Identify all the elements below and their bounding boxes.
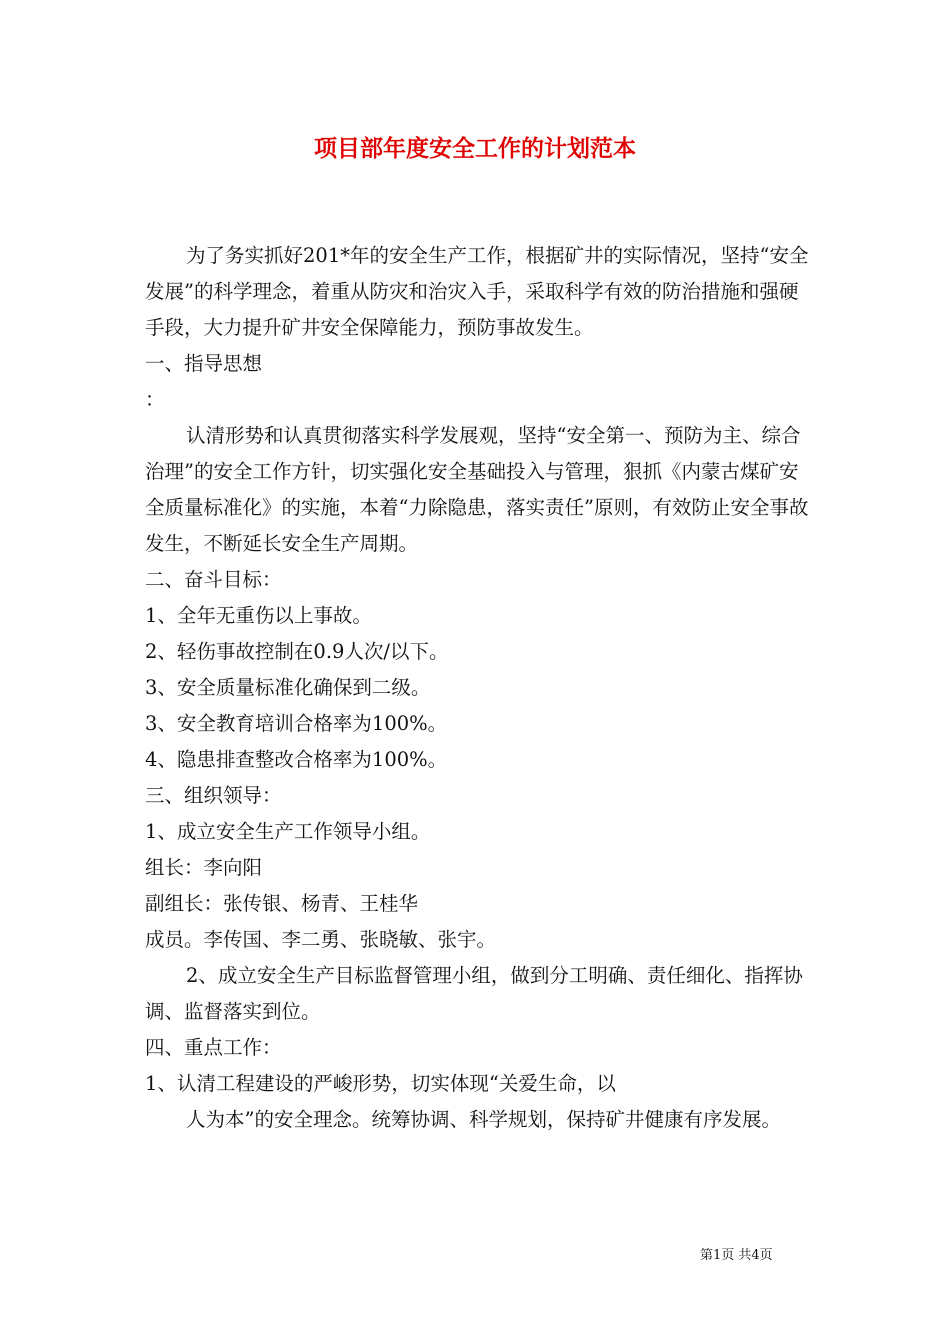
intro-paragraph: 为了务实抓好201*年的安全生产工作，根据矿井的实际情况，坚持“安全发展”的科学理念，着重从防灾和治灾入手，采取科学有效的防治措施和强硬手段，大力提升矿井安全保障能力，预防事故发生。 xyxy=(145,244,809,339)
page-number: 第1页 共4页 xyxy=(700,1248,773,1263)
goal-item-1: 1、全年无重伤以上事故。 xyxy=(145,604,372,627)
org-item-2: 2、成立安全生产目标监督管理小组，做到分工明确、责任细化、指挥协调、监督落实到位。 xyxy=(145,964,803,1023)
section3-heading: 三、组织领导： xyxy=(145,784,282,807)
org-leader: 组长：李向阳 xyxy=(145,856,263,879)
document-title: 项目部年度安全工作的计划范本 xyxy=(314,135,636,162)
goal-item-2: 2、轻伤事故控制在0.9人次/以下。 xyxy=(145,640,449,663)
section1-colon: ： xyxy=(145,388,165,411)
work-item-1-line1: 1、认清工程建设的严峻形势，切实体现“关爱生命，以 xyxy=(145,1072,616,1095)
section2-heading: 二、奋斗目标： xyxy=(145,568,282,591)
section4-heading: 四、重点工作： xyxy=(145,1036,282,1059)
goal-item-5: 4、隐患排查整改合格率为100%。 xyxy=(145,748,448,771)
goal-item-4: 3、安全教育培训合格率为100%。 xyxy=(145,712,448,735)
section1-body: 认清形势和认真贯彻落实科学发展观，坚持“安全第一、预防为主、综合治理”的安全工作方针，切实强化安全基础投入与管理，狠抓《内蒙古煤矿安全质量标准化》的实施，本着“力除隐患，落实责任”原则，有效防止安全事故发生，不断延长安全生产周期。 xyxy=(145,424,809,555)
section1-heading: 一、指导思想 xyxy=(145,352,263,375)
org-members: 成员。李传国、李二勇、张晓敏、张宇。 xyxy=(145,928,497,951)
goal-item-3: 3、安全质量标准化确保到二级。 xyxy=(145,676,431,699)
work-item-1-line2: 人为本”的安全理念。统筹协调、科学规划，保持矿井健康有序发展。 xyxy=(186,1108,781,1131)
org-deputy: 副组长：张传银、杨青、王桂华 xyxy=(145,892,419,915)
document-body xyxy=(145,238,810,1138)
org-item-1: 1、成立安全生产工作领导小组。 xyxy=(145,820,431,843)
